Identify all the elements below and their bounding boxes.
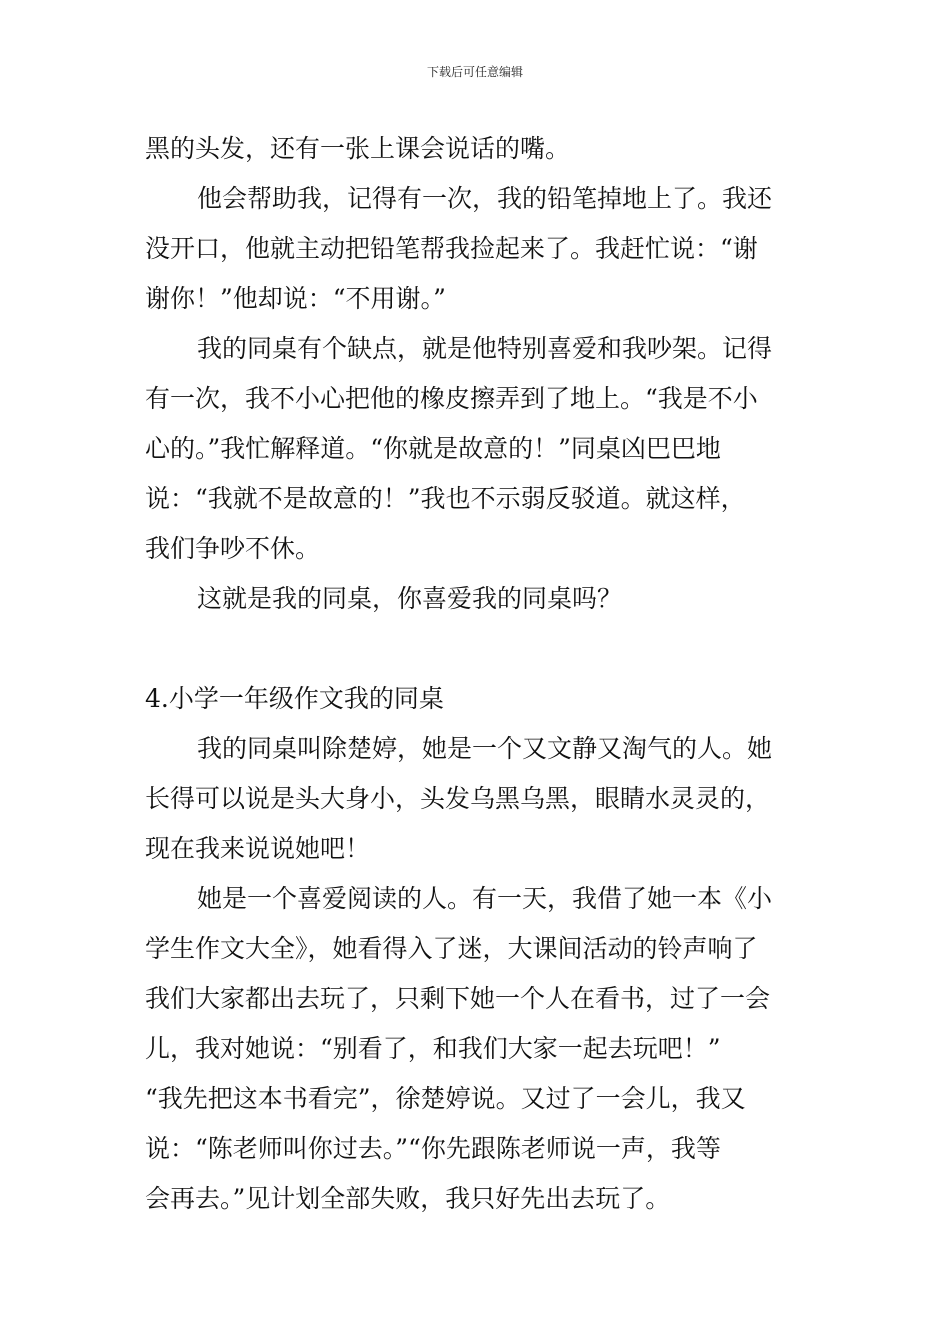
text-line: 学生作文大全》，她看得入了迷，大课间活动的铃声响了 — [145, 934, 758, 963]
page-header: 下载后可任意编辑 — [426, 65, 523, 79]
text-line: “我先把这本书看完”，徐楚婷说。又过了一会儿，我又 — [145, 1084, 746, 1113]
text-line: 黑的头发，还有一张上课会说话的嘴。 — [145, 134, 571, 163]
text-line: 儿，我对她说：“别看了，和我们大家一起去玩吧！” — [145, 1034, 721, 1063]
text-line: 我们大家都出去玩了，只剩下她一个人在看书，过了一会 — [145, 984, 771, 1013]
text-line: 说：“我就不是故意的！”我也不示弱反驳道。就这样， — [145, 484, 746, 513]
paragraph-first-line: 他会帮助我，记得有一次，我的铅笔掉地上了。我还 — [197, 184, 773, 213]
text-line: 会再去。”见计划全部失败，我只好先出去玩了。 — [145, 1184, 671, 1213]
text-line: 谢你！”他却说：“不用谢。” — [145, 284, 446, 313]
paragraph-first-line: 这就是我的同桌，你喜爱我的同桌吗？ — [197, 584, 623, 613]
text-line: 有一次，我不小心把他的橡皮擦弄到了地上。“我是不小 — [145, 384, 758, 413]
section-gap — [145, 624, 815, 674]
section-heading: 4.小学一年级作文我的同桌 — [145, 684, 444, 713]
text-line: 长得可以说是头大身小，头发乌黑乌黑，眼睛水灵灵的， — [145, 784, 771, 813]
document-body — [145, 124, 815, 1224]
text-line: 心的。”我忙解释道。“你就是故意的！”同桌凶巴巴地 — [145, 434, 721, 463]
text-line: 说：“陈老师叫你过去。”“你先跟陈老师说一声，我等 — [145, 1134, 721, 1163]
text-line: 现在我来说说她吧！ — [145, 834, 371, 863]
paragraph-first-line: 我的同桌有个缺点，就是他特别喜爱和我吵架。记得 — [197, 334, 773, 363]
text-line: 我们争吵不休。 — [145, 534, 321, 563]
paragraph-first-line: 她是一个喜爱阅读的人。有一天，我借了她一本《小 — [197, 884, 773, 913]
text-line: 没开口，他就主动把铅笔帮我捡起来了。我赶忙说：“谢 — [145, 234, 758, 263]
paragraph-first-line: 我的同桌叫除楚婷，她是一个又文静又淘气的人。她 — [197, 734, 773, 763]
